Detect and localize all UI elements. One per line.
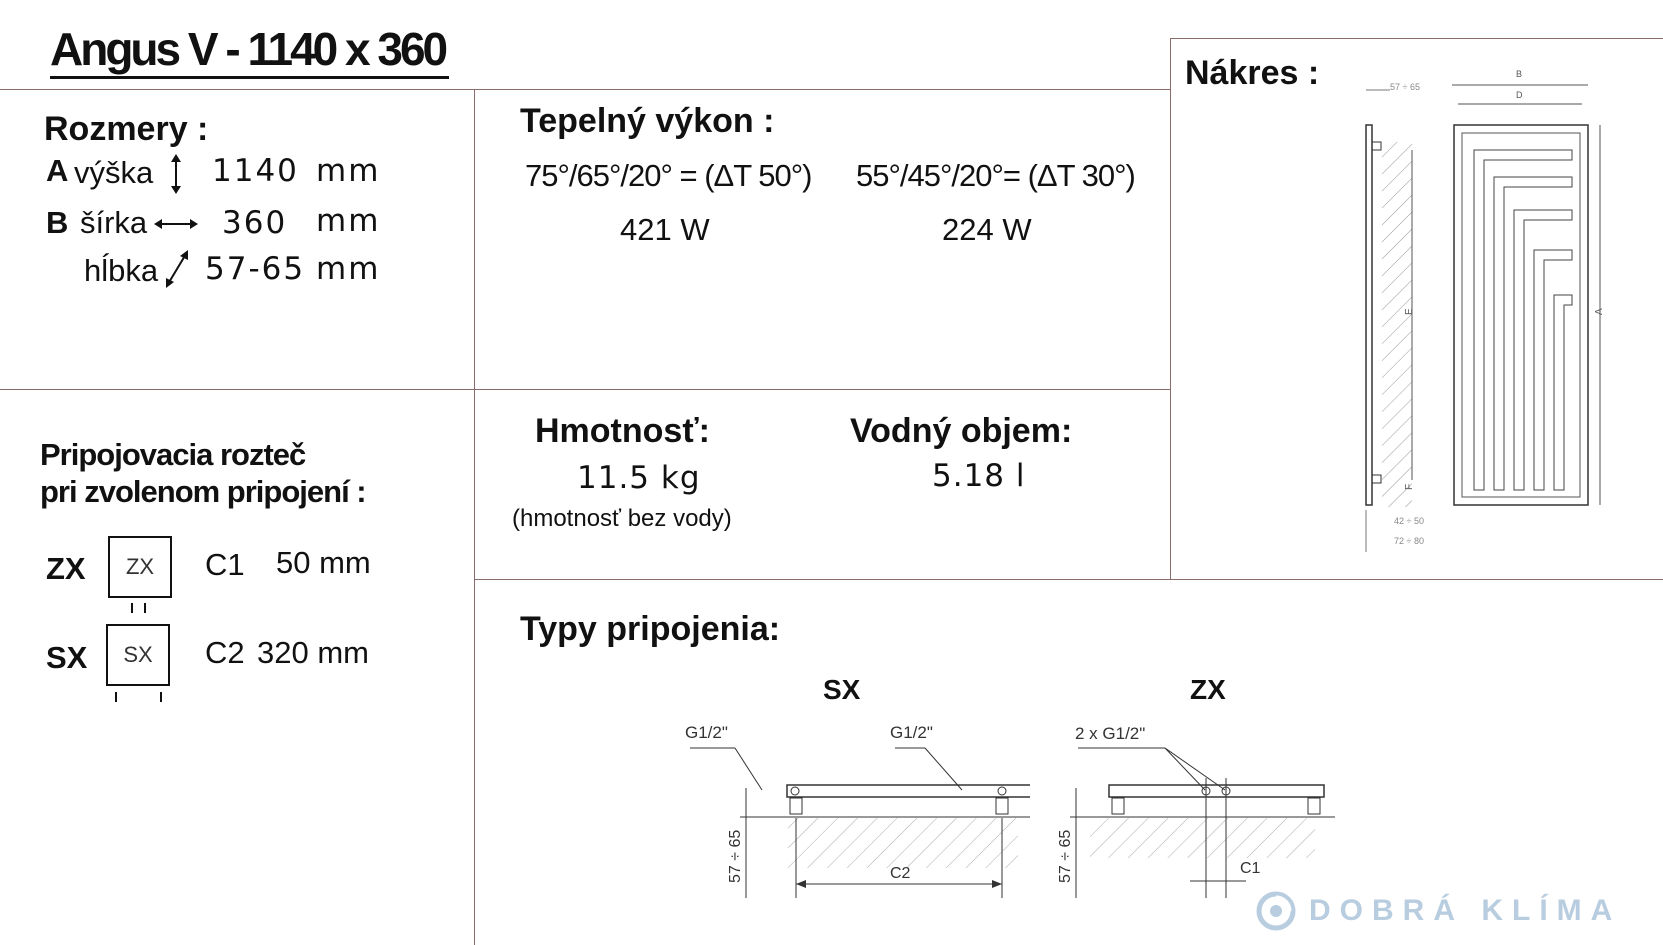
divider-lower — [474, 579, 1170, 580]
spacing-label-c2: C2 — [205, 635, 245, 670]
sx-g-right: G1/2" — [890, 723, 933, 742]
zx-dim: C1 — [1240, 860, 1261, 877]
spacing-label-c1: C1 — [205, 547, 245, 582]
heat-condition-1: 75°/65°/20° = (ΔT 50°) — [525, 158, 812, 193]
drawing-frame-top — [1170, 38, 1663, 39]
weight-value: 11.5 kg — [577, 460, 701, 496]
brand-watermark — [1255, 890, 1621, 932]
dim-unit-depth: mm — [316, 251, 381, 287]
connection-types-heading: Typy pripojenia: — [520, 610, 781, 648]
drawing-frame-bottom — [1170, 579, 1663, 580]
drawing-label-bottom1: 42 ÷ 50 — [1394, 516, 1424, 526]
divider-middle — [0, 389, 1170, 390]
sx-connection-icon — [106, 624, 170, 686]
heat-condition-2: 55°/45°/20°= (ΔT 30°) — [856, 158, 1135, 193]
drawing-label-a: A — [1594, 308, 1605, 315]
sx-leg-right — [160, 692, 162, 702]
zx-leg-left — [131, 603, 133, 613]
spacing-code-sx: SX — [46, 640, 88, 675]
water-volume-value: 5.18 l — [932, 458, 1026, 494]
sx-depth: 57 ÷ 65 — [727, 829, 744, 883]
dim-value-depth: 57-65 — [205, 251, 306, 287]
drawing-label-top-left: 57 ÷ 65 — [1390, 82, 1420, 92]
sx-dim: C2 — [890, 865, 911, 882]
dimensions-heading: Rozmery : — [44, 110, 209, 148]
dim-letter-a: A — [46, 153, 69, 188]
drawing-heading: Nákres : — [1185, 54, 1320, 92]
drawing-label-d: D — [1516, 90, 1523, 100]
dim-value-height: 1140 — [212, 153, 299, 189]
drawing-frame-left — [1170, 38, 1171, 580]
drawing-label-e: E — [1404, 308, 1415, 315]
type-label-zx: ZX — [1190, 674, 1226, 705]
dim-unit-width: mm — [316, 203, 381, 239]
heat-output-heading: Tepelný výkon : — [520, 102, 775, 140]
sx-g-left: G1/2" — [685, 723, 728, 742]
dim-letter-b: B — [46, 205, 69, 240]
spacing-value-c1: 50 mm — [276, 545, 371, 580]
dim-label-depth: hĺbka — [84, 253, 159, 288]
weight-heading: Hmotnosť: — [535, 412, 710, 450]
sx-box-label: SX — [123, 642, 153, 667]
dim-label-height: výška — [74, 155, 154, 190]
water-volume-heading: Vodný objem: — [850, 412, 1073, 450]
brand-name: DOBRÁ KLÍMA — [1309, 894, 1622, 927]
zx-leg-right — [144, 603, 146, 613]
zx-connection-icon — [108, 536, 172, 598]
brand-logo-icon — [1255, 890, 1297, 932]
spacing-heading-line1: Pripojovacia rozteč — [40, 437, 306, 472]
page-title: Angus V - 1140 x 360 — [50, 22, 449, 79]
sx-connection-drawing — [680, 718, 1030, 898]
zx-connection-drawing — [1050, 718, 1340, 898]
spacing-heading-line2: pri zvolenom pripojení : — [40, 474, 366, 509]
divider-vertical-left — [474, 90, 475, 945]
zx-g: 2 x G1/2" — [1075, 724, 1146, 743]
diagonal-arrow-icon — [164, 250, 190, 288]
spacing-value-c2: 320 mm — [257, 635, 369, 670]
heat-value-1: 421 W — [620, 212, 710, 247]
drawing-label-f: F — [1404, 483, 1415, 490]
dim-unit-height: mm — [316, 153, 381, 189]
heat-value-2: 224 W — [942, 212, 1032, 247]
type-label-sx: SX — [823, 674, 861, 705]
divider-top — [0, 89, 1170, 90]
spacing-code-zx: ZX — [46, 551, 86, 586]
zx-box-label: ZX — [125, 554, 155, 579]
weight-note: (hmotnosť bez vody) — [512, 505, 732, 532]
sx-leg-left — [115, 692, 117, 702]
dim-value-width: 360 — [222, 205, 288, 241]
zx-depth: 57 ÷ 65 — [1057, 829, 1074, 883]
vertical-arrow-icon — [166, 154, 186, 194]
dim-label-width: šírka — [80, 205, 148, 240]
drawing-label-bottom2: 72 ÷ 80 — [1394, 536, 1424, 546]
drawing-label-b: B — [1516, 70, 1523, 79]
horizontal-arrow-icon — [154, 216, 198, 232]
radiator-drawing — [1350, 70, 1630, 560]
